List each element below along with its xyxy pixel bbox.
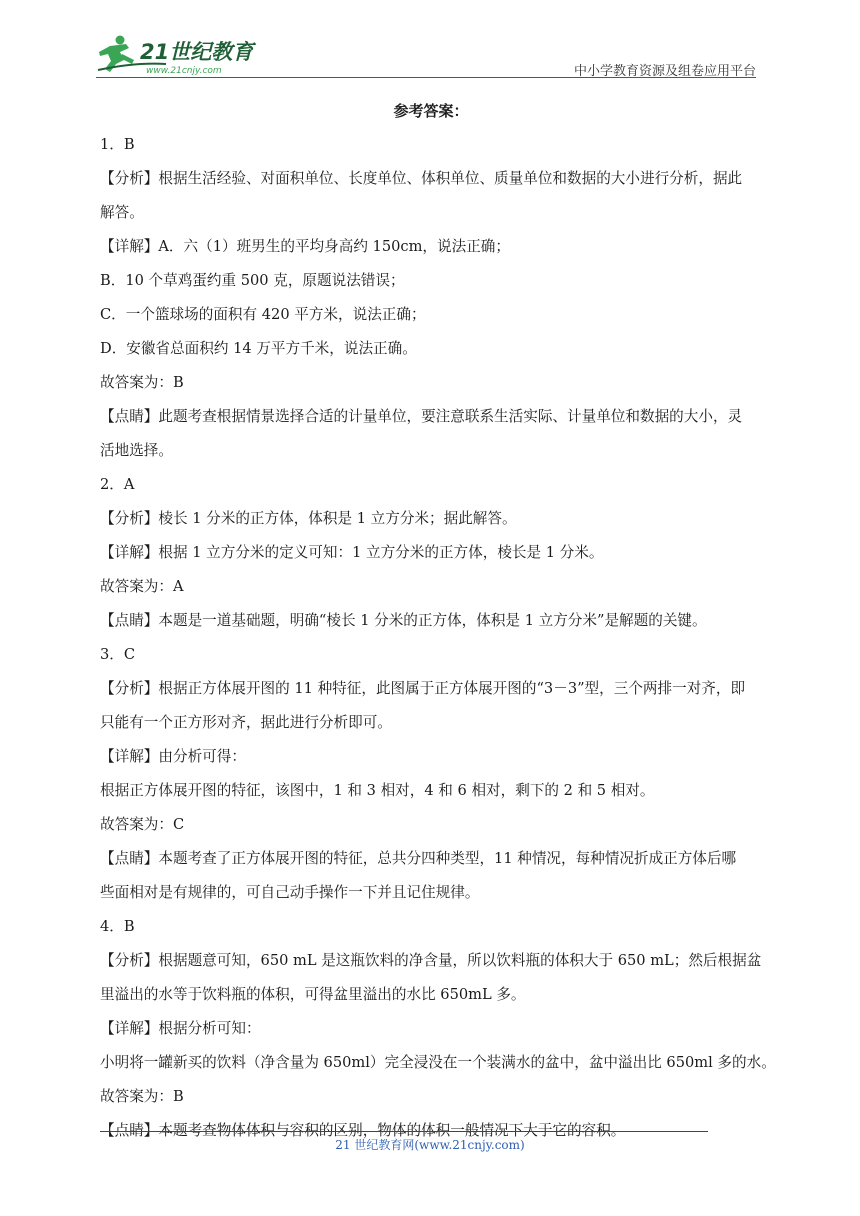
text-line: 只能有一个正方形对齐，据此进行分析即可。 (100, 714, 392, 731)
text-line: 【详解】A．六（1）班男生的平均身高约 150cm，说法正确； (100, 238, 510, 255)
text-line: 故答案为：A (100, 578, 184, 595)
text-line: 【点睛】本题考查了正方体展开图的特征，总共分四种类型，11 种情况，每种情况折成正方体后哪 (100, 850, 737, 867)
page-title: 参考答案： (393, 102, 469, 120)
text-line: 【分析】根据正方体展开图的 11 种特征，此图属于正方体展开图的“3－3”型，三个两排一对齐，即 (100, 680, 746, 697)
page-header (96, 28, 756, 80)
text-line: D．安徽省总面积约 14 万平方千米，说法正确。 (100, 340, 417, 357)
site-logo (96, 34, 266, 78)
text-line: 根据正方体展开图的特征，该图中，1 和 3 相对，4 和 6 相对，剩下的 2 和 5 相对。 (100, 782, 655, 799)
text-line: 里溢出的水等于饮料瓶的体积，可得盆里溢出的水比 650mL 多。 (100, 986, 526, 1003)
text-line: 2．A (100, 476, 135, 493)
text-line: 4．B (100, 918, 135, 935)
logo-url: www.21cnjy.com (146, 66, 222, 76)
text-line: 【分析】根据题意可知，650 mL 是这瓶饮料的净含量，所以饮料瓶的体积大于 650 mL；然后根据盆 (100, 952, 762, 969)
text-line: 【分析】根据生活经验、对面积单位、长度单位、体积单位、质量单位和数据的大小进行分析，据此 (100, 170, 743, 187)
text-line: 1．B (100, 136, 135, 153)
text-line: 3．C (100, 646, 136, 663)
text-line: 【详解】由分析可得： (100, 748, 246, 765)
text-line: 【分析】棱长 1 分米的正方体，体积是 1 立方分米；据此解答。 (100, 510, 517, 527)
text-line: 小明将一罐新买的饮料（净含量为 650ml）完全浸没在一个装满水的盆中，盆中溢出比 650ml 多的水。 (100, 1054, 776, 1071)
text-line: 【详解】根据 1 立方分米的定义可知：1 立方分米的正方体，棱长是 1 分米。 (100, 544, 604, 561)
text-line: 【点睛】此题考查根据情景选择合适的计量单位，要注意联系生活实际、计量单位和数据的大小，灵 (100, 408, 743, 425)
platform-name: 中小学教育资源及组卷应用平台 (573, 64, 756, 79)
text-line: 故答案为：C (100, 816, 185, 833)
text-line: 故答案为：B (100, 374, 184, 391)
text-line: C．一个篮球场的面积有 420 平方米，说法正确； (100, 306, 426, 323)
text-line: 些面相对是有规律的，可自己动手操作一下并且记住规律。 (100, 884, 480, 901)
text-line: 故答案为：B (100, 1088, 184, 1105)
text-line: 【详解】根据分析可知： (100, 1020, 261, 1037)
text-line: 活地选择。 (100, 442, 173, 459)
text-line: 解答。 (100, 204, 144, 221)
header-divider (96, 77, 756, 78)
footer-link[interactable]: 21 世纪教育网(www.21cnjy.com) (335, 1138, 525, 1152)
text-line: B．10 个草鸡蛋约重 500 克，原题说法错误； (100, 272, 405, 289)
logo-text: 21世纪教育 (140, 40, 254, 64)
text-line: 【点睛】本题是一道基础题，明确“棱长 1 分米的正方体，体积是 1 立方分米”是解题的关键。 (100, 612, 707, 629)
footer-divider (100, 1131, 708, 1132)
text-line: 【点睛】本题考查物体体积与容积的区别，物体的体积一般情况下大于它的容积。 (100, 1122, 626, 1139)
answer-content (100, 94, 776, 1148)
